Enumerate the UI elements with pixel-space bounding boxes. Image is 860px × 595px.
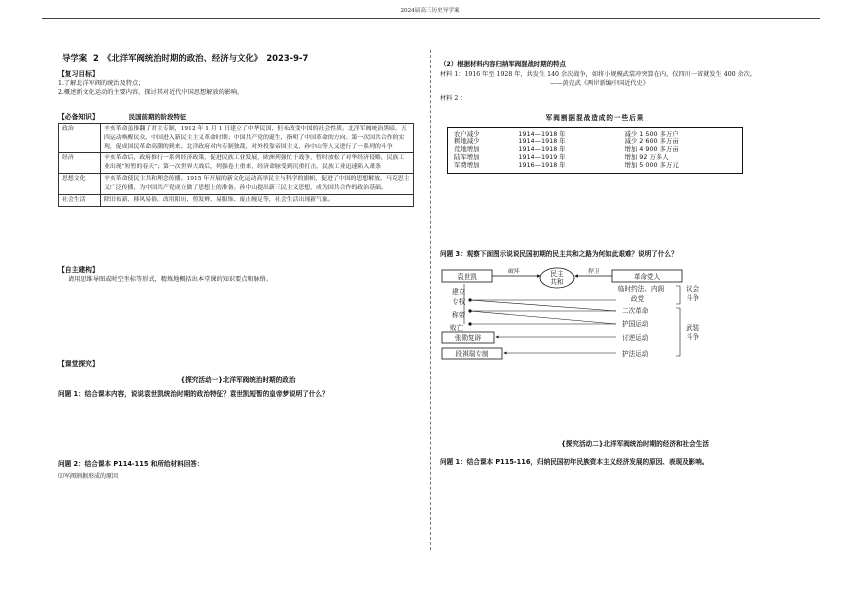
question-1: 问题 1：结合课本内容，说说袁世凯统治时期的政治特征？袁世凯短暂的皇帝梦说明了什么？ [58, 390, 329, 399]
autocracy-label: 专权 [452, 298, 466, 306]
yuan-label: 袁世凯 [457, 273, 477, 281]
self-build-text: 请用思维导图或时空坐标等形式，精炼地概括出本堂课的知识要点和脉络。 [68, 275, 273, 283]
cell-change: 减少 1 500 多万户 [624, 129, 679, 138]
activity-1-title: {探究活动一}北洋军阀统治时期的政治 [180, 375, 296, 384]
figure-box [447, 127, 743, 174]
zhang-xun-label: 张勋复辟 [454, 334, 482, 342]
activity-2-question-1: 问题 1：结合课本 P115-116，归纳民国初年民族资本主义经济发展的原因、表现及影响。 [440, 458, 709, 466]
row-label: 社会生活 [59, 194, 101, 206]
material-2-label: 材料 2 ： [440, 95, 467, 103]
second-revolution-label: 二次革命 [622, 307, 649, 315]
row-label: 政治 [59, 123, 101, 153]
node-dot [468, 298, 471, 301]
question-3: 问题 3：观察下面图示说说民国初期的民主共和之路为何如此艰难？说明了什么？ [440, 250, 678, 258]
cell-period: 1916—1918 年 [518, 160, 566, 169]
cell-change: 减少 2 600 多万亩 [624, 137, 679, 146]
node-dot [468, 309, 471, 312]
armed-bracket [676, 308, 680, 356]
national-protection-label: 护国运动 [622, 320, 649, 328]
review-heading: 【复习目标】 [58, 70, 99, 78]
header-rule [42, 18, 820, 19]
parliament-bracket [676, 286, 680, 304]
cell-change: 增加 4 900 多万亩 [624, 145, 679, 154]
row-label: 思想文化 [59, 174, 101, 195]
cell-period: 1914—1918 年 [518, 137, 566, 146]
table-row [59, 153, 414, 174]
page-header: 2024届高三历史导学案 [400, 8, 460, 14]
democracy-top: 民主 [550, 270, 564, 278]
node-dot [468, 322, 471, 325]
consequences-figure [447, 114, 743, 232]
table-row [59, 174, 414, 195]
self-build-heading: 【自主建构】 [58, 266, 99, 274]
right-column-top [440, 60, 830, 104]
duan-qirui-label: 段祺瑞专制 [455, 350, 489, 358]
question-2: 问题 2：结合课本 P114-115 和所给材料回答： [58, 460, 204, 468]
table-row [450, 138, 740, 146]
build-label: 建立 [452, 288, 466, 296]
material-1-source: ——黄克武《两岸新编中国近代史》 [550, 80, 649, 88]
figure-title: 军阀割据混战造成的一些后果 [545, 114, 645, 122]
link-cross-2 [470, 311, 616, 324]
cell-item: 荒地增加 [454, 145, 480, 154]
consequences-table [450, 131, 740, 170]
revolutionary-label: 革命党人 [633, 273, 661, 281]
cell-period: 1914—1918 年 [518, 129, 566, 138]
review-section [58, 70, 418, 98]
row-text: 辛亥革命使民主共和理念传播。1915 年开展的新文化运动高举民主与科学的旗帜，促进了中国的思想解放。马克思主义广泛传播，为中国共产党成立做了思想上的准备。孙中山提出新三民主义思想，成为国共合作的政治基础。 [101, 174, 414, 195]
question-2-sub-1: ⑴军阀割据形成的原因 [58, 472, 119, 480]
self-build-section [58, 266, 418, 285]
row-label: 经济 [59, 153, 101, 174]
emperor-label: 称帝 [452, 311, 466, 319]
democracy-bottom: 共和 [550, 278, 564, 286]
cell-change: 增加 5 000 多万元 [624, 160, 679, 169]
row-text: 辛亥革命虽推翻了君主专制，1912 年 1 月 1 日建立了中华民国，但未改变中国的社会性质。北洋军阀统治黑暗，五四运动唤醒民众，中国进入新民主主义革命时期；中国共产党的诞生，指明了中国革命的方向。第一次国共合作的实现，促成国民革命高潮的到来。北洋政府对内专制独裁，对外投靠帝国主义，孙中山等人又进行了一系列的斗争 [101, 123, 414, 153]
cell-period: 1914—1919 年 [518, 152, 566, 161]
knowledge-table-title: 民国前期的阶段特征 [128, 113, 187, 121]
table-row [450, 131, 740, 139]
destroy-label: 破坏 [508, 269, 520, 275]
collapse-label: 败亡 [450, 324, 464, 332]
table-row [59, 123, 414, 153]
table-row [450, 146, 740, 154]
page-title: 导学案 2 《北洋军阀统治时期的政治、经济与文化》 2023-9-7 [62, 53, 309, 63]
table-row [59, 194, 414, 206]
table-row [450, 154, 740, 162]
armed-label-1: 武装 [686, 324, 700, 332]
knowledge-section [58, 113, 420, 207]
party-politics-label: 政党 [631, 295, 645, 303]
knowledge-table [58, 123, 414, 207]
question-2-sub-2: （2）根据材料内容归纳军阀混战时期的特点 [440, 60, 566, 68]
review-item-2: 2.概述新文化运动的主要内容，探讨其对近代中国思想解放的影响。 [58, 88, 244, 96]
cell-period: 1914—1918 年 [518, 145, 566, 154]
review-item-1: 1.了解北洋军阀的统治及特点； [58, 79, 145, 87]
cell-item: 军费增加 [454, 160, 480, 169]
row-text: 辛亥革命后，政府推行一系列经济政策，促进民族工业发展，欧洲列强忙于战争，暂时放松了对华经济侵略，民族工业出现“短暂的春天”；第一次世界大战后，列强卷土重来，经济命脉受到沉重打击，民族工业迅速陷入萧条 [101, 153, 414, 174]
protect-constitution-label: 护法运动 [622, 350, 649, 358]
explore-section [58, 360, 418, 400]
explore-heading: 【课堂探究】 [58, 360, 99, 368]
cell-item: 农户减少 [454, 129, 480, 138]
link-cross-1 [470, 300, 616, 311]
anti-restoration-label: 讨逆运动 [622, 334, 649, 342]
question-2-block [58, 460, 418, 481]
activity-2-title: {探究活动二}北洋军阀统治时期的经济和社会生活 [561, 440, 709, 448]
republic-struggle-diagram [440, 264, 740, 374]
cell-item: 陆军增加 [454, 152, 480, 161]
provisional-label: 临时约法、内阁 [618, 285, 665, 293]
column-divider [430, 50, 431, 550]
parliament-label-2: 斗争 [686, 294, 700, 302]
parliament-label-1: 议会 [686, 285, 700, 293]
armed-label-2: 斗争 [686, 333, 700, 341]
knowledge-heading: 【必备知识】 [58, 113, 99, 121]
cell-change: 增加 92 万多人 [624, 152, 669, 161]
row-text: 除旧布新、移风易俗。改用阳历、剪发辫、易服饰、废止缠足等，社会生活出现新气象。 [101, 194, 414, 206]
table-row [450, 162, 740, 170]
cell-item: 耕地减少 [454, 137, 480, 146]
defend-label: 捍卫 [588, 269, 600, 275]
material-1: 材料 1：1916 年至 1928 年，共发生 140 余次战争，如将小规模武装冲突算在内，仅四川一省就发生 400 余次。 [440, 71, 757, 79]
